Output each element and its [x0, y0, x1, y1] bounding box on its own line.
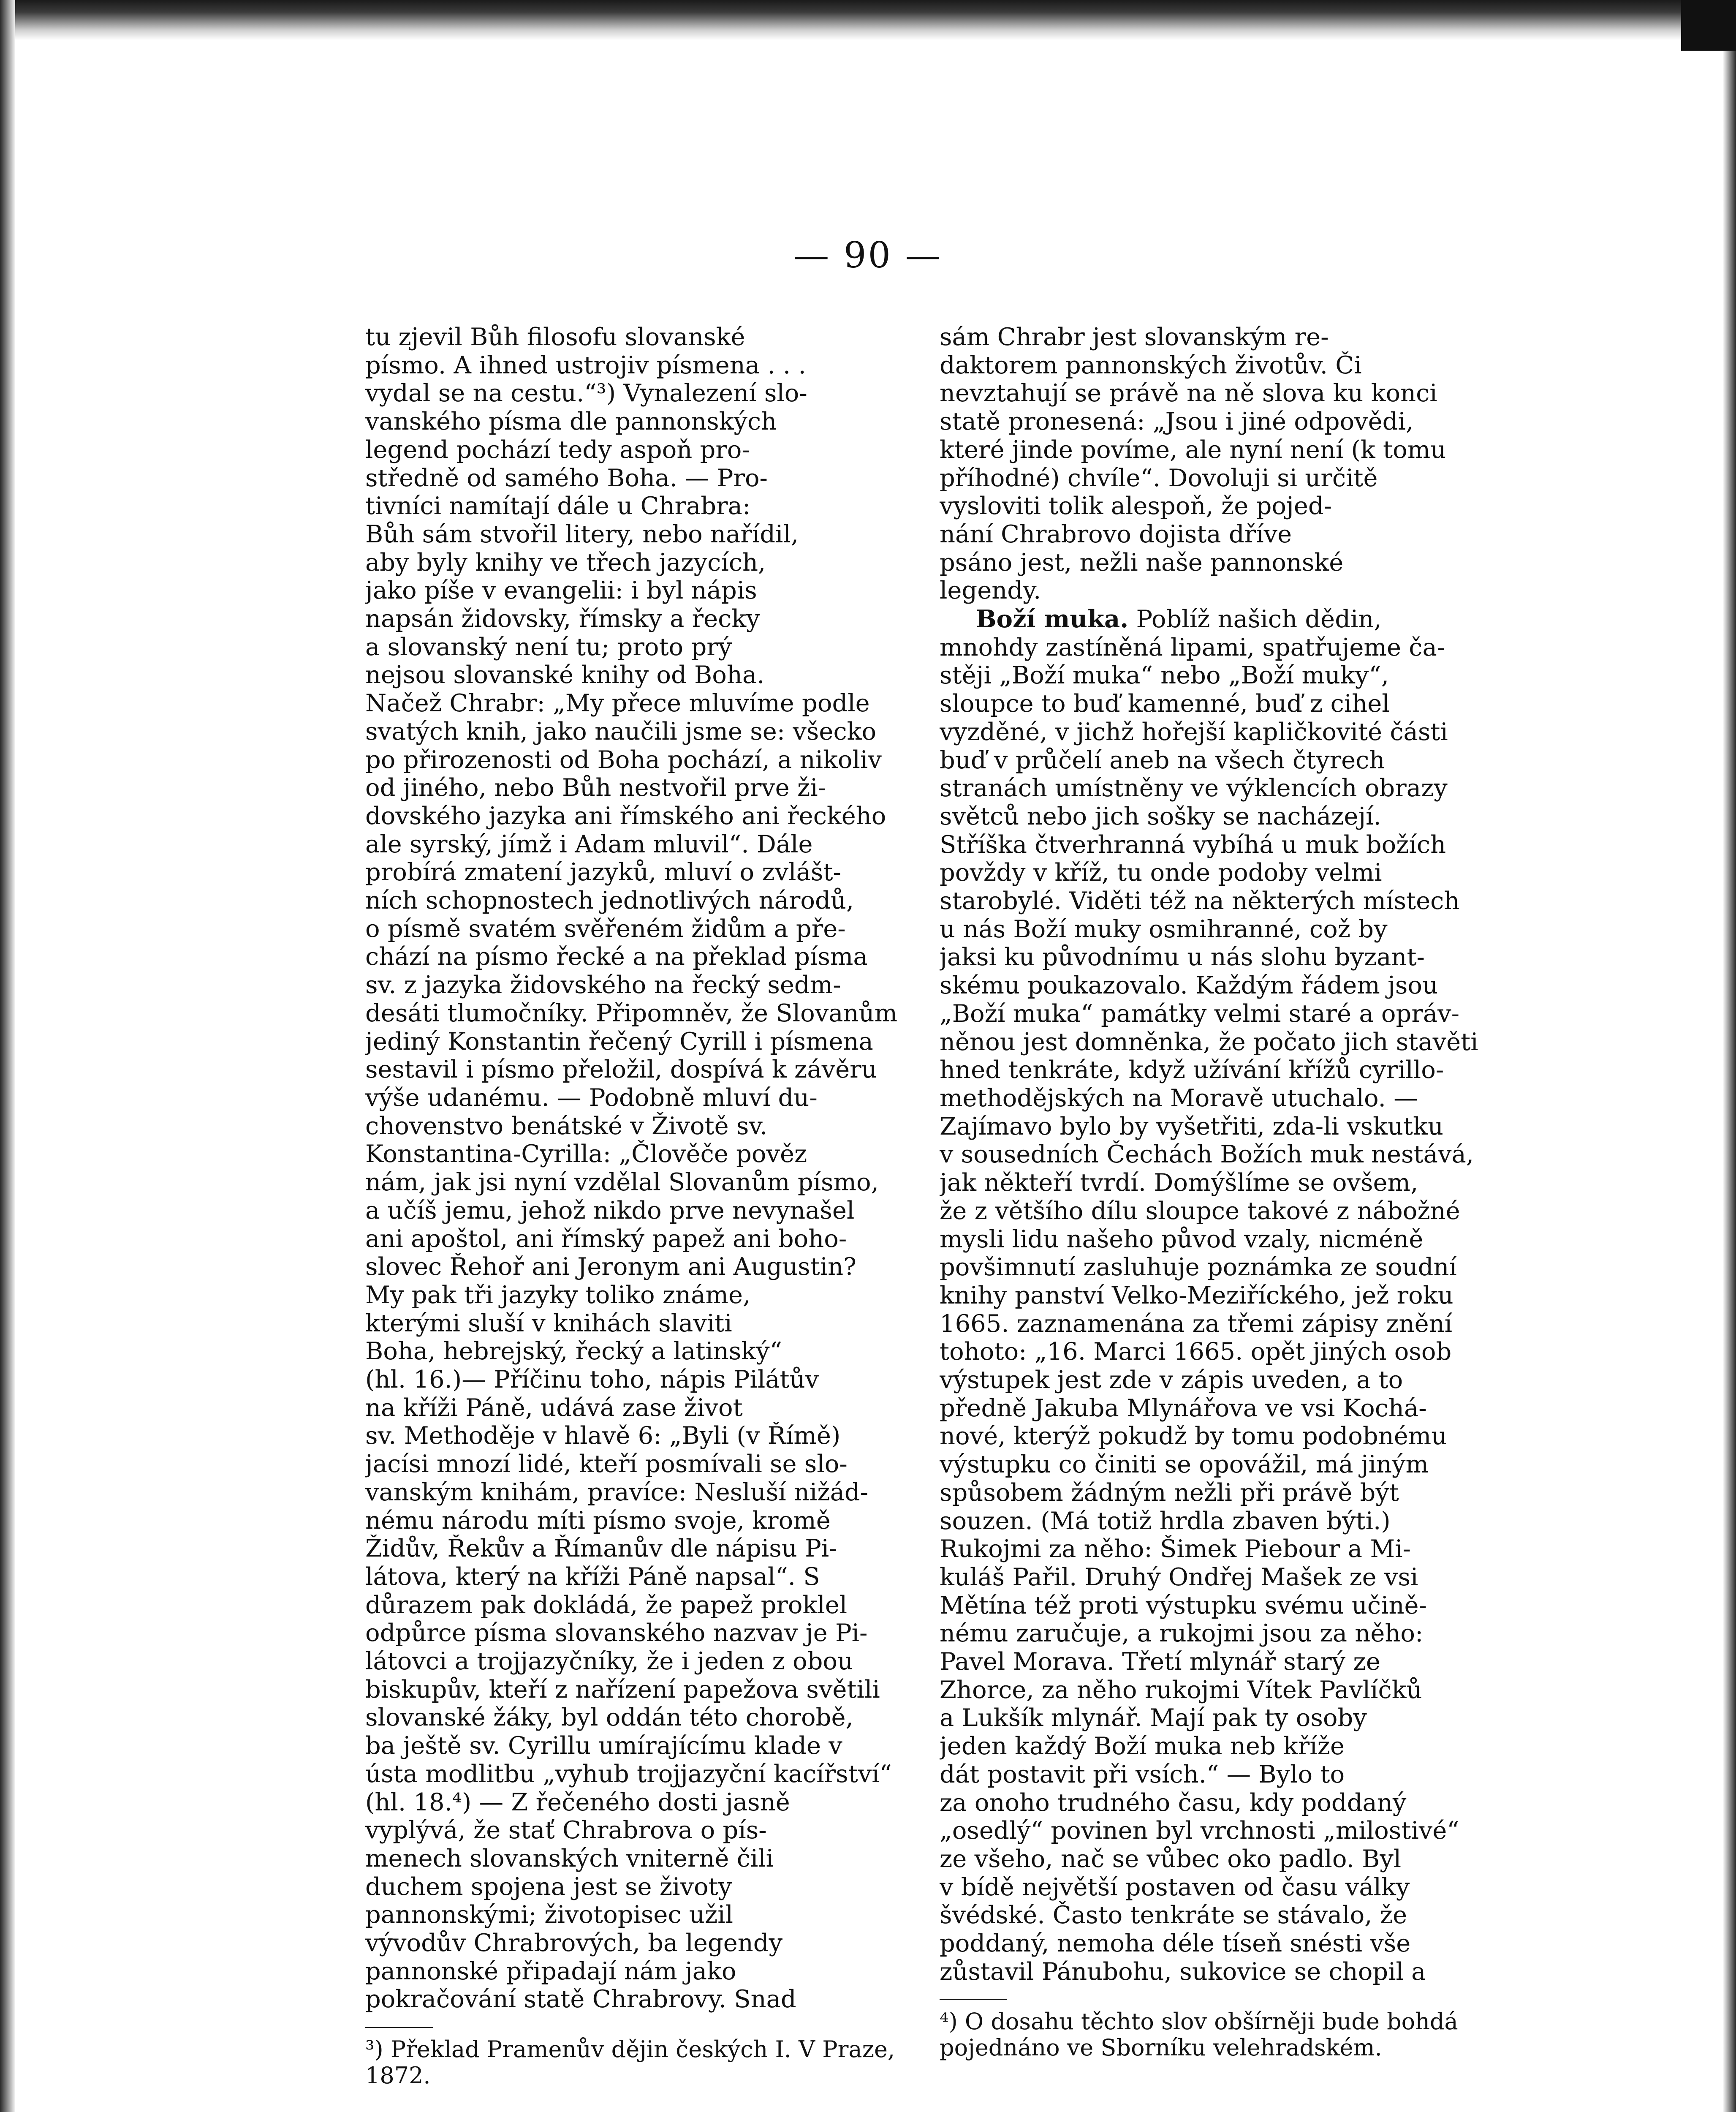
left-column-line: odpůrce písma slovanského nazvav je Pi-	[365, 1619, 868, 1647]
footnote-4: ⁴) O dosahu těchto slov obšírněji bude bohdá pojednáno ve Sborníku velehradském.	[940, 2008, 1458, 2061]
scan-left-edge	[0, 0, 15, 2112]
left-column-line: menech slovanských vniterně čili	[365, 1844, 774, 1872]
left-column-line: slovanské žáky, byl oddán této chorobě,	[365, 1704, 853, 1732]
footnote-rule-right	[940, 1999, 1007, 2000]
section-line: povždy v kříž, tu onde podoby velmi	[940, 859, 1382, 887]
section-line: v bídě největší postaven od času války	[940, 1873, 1410, 1901]
section-line: něnou jest domněnka, že počato jich stavěti	[940, 1028, 1478, 1056]
section-line: u nás Boží muky osmihranné, což by	[940, 915, 1388, 943]
section-line: Poblíž našich dědin,	[1136, 605, 1382, 634]
section-line: dát postavit při vsích.“ — Bylo to	[940, 1760, 1345, 1788]
left-column-line: svatých knih, jako naučili jsme se: všecko	[365, 717, 877, 746]
right-column	[940, 323, 1482, 2061]
right-column-line: daktorem pannonských životův. Či	[940, 351, 1362, 379]
section-line: knihy panství Velko-Meziříckého, jež roku	[940, 1281, 1453, 1309]
left-column-line: sv. z jazyka židovského na řecký sedm-	[365, 971, 841, 999]
left-column-line: sestavil i písmo přeložil, dospívá k závěru	[365, 1056, 877, 1084]
section-line: spůsobem žádným nežli při právě být	[940, 1478, 1399, 1507]
section-line: v sousedních Čechách Božích muk nestává,	[940, 1140, 1474, 1169]
left-column-line: ních schopnostech jednotlivých národů,	[365, 887, 854, 915]
section-line: „Boží muka“ památky velmi staré a opráv-	[940, 999, 1460, 1028]
section-text	[940, 634, 1482, 1986]
left-column-line: Boha, hebrejský, řecký a latinský“	[365, 1337, 782, 1366]
section-line: povšimnutí zasluhuje poznámka ze soudní	[940, 1253, 1457, 1282]
left-column-line: od jiného, nebo Bůh nestvořil prve ži-	[365, 774, 826, 802]
left-column-line: (hl. 16.)— Příčinu toho, nápis Pilátův	[365, 1366, 819, 1394]
section-line: Pavel Morava. Třetí mlynář starý ze	[940, 1648, 1380, 1676]
left-column-line: dovského jazyka ani římského ani řeckého	[365, 802, 886, 830]
section-line: starobylé. Viděti též na některých místech	[940, 887, 1460, 915]
section-line: švédské. Často tenkráte se stávalo, že	[940, 1901, 1407, 1930]
left-column-line: po přirozenosti od Boha pochází, a nikoliv	[365, 746, 882, 774]
left-column-line: jediný Konstantin řečený Cyrill i písmena	[365, 1027, 873, 1056]
left-column-line: na kříži Páně, udává zase život	[365, 1393, 743, 1422]
section-line: že z většího dílu sloupce takové z nábožné	[940, 1197, 1460, 1225]
section-line: Zhorce, za něho rukojmi Vítek Pavlíčků	[940, 1676, 1422, 1704]
section-line: nové, kterýž pokudž by tomu podobnému	[940, 1422, 1447, 1451]
section-line: poddaný, nemoha déle tíseň snésti vše	[940, 1930, 1411, 1958]
section-line: vyzděné, v jichž hořejší kapličkovité části	[940, 718, 1448, 746]
section-line: tohoto: „16. Marci 1665. opět jiných osob	[940, 1338, 1452, 1366]
section-line: předně Jakuba Mlynářova ve vsi Kochá-	[940, 1394, 1427, 1422]
right-column-line: příhodné) chvíle“. Dovoluji si určitě	[940, 464, 1378, 492]
footnote-3: ³) Překlad Pramenův dějin českých I. V Praze, 1872.	[365, 2036, 895, 2089]
section-line: methodějských na Moravě utuchalo. —	[940, 1084, 1418, 1112]
left-column-line: biskupův, kteří z nařízení papežova světili	[365, 1675, 880, 1704]
right-column-line: vysloviti tolik alespoň, že pojed-	[940, 492, 1332, 520]
left-column-line: Židův, Řekův a Římanův dle nápisu Pi-	[365, 1535, 837, 1563]
left-column-line: ale syrský, jímž i Adam mluvil“. Dále	[365, 830, 813, 858]
section-line: nému zaručuje, a rukojmi jsou za něho:	[940, 1619, 1424, 1648]
left-column-line: nejsou slovanské knihy od Boha.	[365, 661, 765, 689]
section-line: stranách umístněny ve výklencích obrazy	[940, 774, 1448, 803]
left-column-line: látova, který na kříži Páně napsal“. S	[365, 1562, 820, 1591]
left-column-line: pannonskými; životopisec užil	[365, 1901, 734, 1929]
section-line: jaksi ku původnímu u nás slohu byzant-	[940, 943, 1425, 972]
section-line: za onoho trudného času, kdy poddaný	[940, 1788, 1407, 1817]
section-line: 1665. zaznamenána za třemi zápisy znění	[940, 1309, 1453, 1338]
left-column-line: ba ještě sv. Cyrillu umírajícímu klade v	[365, 1732, 842, 1760]
section-line: Rukojmi za něho: Šimek Piebour a Mi-	[940, 1535, 1411, 1563]
section-line: ze všeho, nač se vůbec oko padlo. Byl	[940, 1845, 1402, 1873]
left-column-line: vanského písma dle pannonských	[365, 408, 777, 436]
left-column-line: kterými sluší v knihách slaviti	[365, 1309, 732, 1337]
left-column-line: a učíš jemu, jehož nikdo prve nevynašel	[365, 1196, 855, 1225]
left-column-line: legend pochází tedy aspoň pro-	[365, 435, 750, 464]
left-column-line: Načež Chrabr: „My přece mluvíme podle	[365, 689, 870, 718]
section-line: mnohdy zastíněná lipami, spatřujeme ča-	[940, 633, 1445, 661]
left-column-line: látovci a trojjazyčníky, že i jeden z obou	[365, 1647, 853, 1676]
left-column-line: chází na písmo řecké a na překlad písma	[365, 943, 868, 971]
left-column-line: a slovanský není tu; proto prý	[365, 633, 732, 661]
left-column-line: ústa modlitbu „vyhub trojjazyční kacířství“	[365, 1760, 892, 1788]
section-boži-muka	[940, 605, 1482, 634]
section-title: Boží muka.	[976, 604, 1129, 634]
right-column-line: nání Chrabrovo dojista dříve	[940, 520, 1292, 548]
scan-top-edge	[0, 0, 1736, 40]
right-column-line: které jinde povíme, ale nyní není (k tomu	[940, 435, 1446, 464]
left-column-line: tu zjevil Bůh filosofu slovanské	[365, 323, 745, 351]
scan-right-edge	[1723, 0, 1736, 2112]
scan-corner-shadow	[1681, 0, 1736, 51]
section-line: jak někteří tvrdí. Domýšlíme se ovšem,	[940, 1169, 1418, 1197]
right-column-line: statě pronesená: „Jsou i jiné odpovědi,	[940, 408, 1414, 436]
left-column-line: Bůh sám stvořil litery, nebo nařídil,	[365, 520, 799, 548]
left-column-line: (hl. 18.⁴) — Z řečeného dosti jasně	[365, 1788, 790, 1816]
left-column-line: aby byly knihy ve třech jazycích,	[365, 548, 766, 577]
right-column-line: nevztahují se právě na ně slova ku konci	[940, 379, 1437, 408]
left-column-line: pannonské připadají nám jako	[365, 1957, 736, 1985]
left-column-line: důrazem pak dokládá, že papež proklel	[365, 1591, 848, 1619]
section-line: jeden každý Boží muka neb kříže	[940, 1732, 1345, 1761]
left-column-line: jako píše v evangelii: i byl nápis	[365, 577, 757, 605]
section-line: souzen. (Má totiž hrdla zbaven býti.)	[940, 1507, 1391, 1535]
section-line: Mětína též proti výstupku svému učině-	[940, 1591, 1427, 1619]
section-line: skému poukazovalo. Každým řádem jsou	[940, 972, 1438, 1000]
page-number: — 90 —	[793, 234, 943, 276]
left-column-line: My pak tři jazyky toliko známe,	[365, 1281, 751, 1309]
left-column-line: vydal se na cestu.“³) Vynalezení slo-	[365, 379, 807, 408]
section-line: světců nebo jich sošky se nacházejí.	[940, 802, 1381, 830]
left-column-line: Konstantina-Cyrilla: „Člověče pověz	[365, 1140, 807, 1168]
left-column-text	[365, 323, 908, 2014]
left-column-line: o písmě svatém svěřeném židům a pře-	[365, 914, 846, 943]
right-column-line: sám Chrabr jest slovanským re-	[940, 323, 1329, 351]
section-line: „osedlý“ povinen byl vrchnosti „milostivé“	[940, 1817, 1459, 1845]
left-column-line: napsán židovsky, římsky a řecky	[365, 605, 760, 633]
left-column-line: chovenstvo benátské v Životě sv.	[365, 1112, 768, 1140]
left-column-line: vanským knihám, pravíce: Nesluší nižád-	[365, 1478, 869, 1506]
section-line: kuláš Pařil. Druhý Ondřej Mašek ze vsi	[940, 1563, 1418, 1591]
left-column-line: výše udanému. — Podobně mluví du-	[365, 1083, 818, 1112]
section-line: hned tenkráte, když užívání křížů cyrillo-	[940, 1056, 1444, 1084]
section-line: zůstavil Pánubohu, sukovice se chopil a	[940, 1957, 1426, 1986]
left-column-line: sv. Methoděje v hlavě 6: „Byli (v Římě)	[365, 1422, 841, 1450]
left-column-line: vývodův Chrabrových, ba legendy	[365, 1929, 783, 1957]
section-line: a Lukšík mlynář. Mají pak ty osoby	[940, 1704, 1367, 1732]
left-column-line: ani apoštol, ani římský papež ani boho-	[365, 1225, 847, 1253]
left-column-line: duchem spojena jest se životy	[365, 1872, 732, 1901]
left-column-line: jacísi mnozí lidé, kteří posmívali se slo-	[365, 1450, 848, 1478]
right-column-line: psáno jest, nežli naše pannonské	[940, 548, 1344, 577]
left-column-line: vyplývá, že stať Chrabrova o pís-	[365, 1816, 767, 1845]
section-line: výstupku co činiti se opovážil, má jiným	[940, 1451, 1429, 1479]
left-column-line: probírá zmatení jazyků, mluví o zvlášt-	[365, 858, 841, 887]
section-line: Zajímavo bylo by vyšetřiti, zda-li vskutku	[940, 1112, 1444, 1140]
left-column-line: nému národu míti písmo svoje, kromě	[365, 1506, 831, 1535]
left-column-line: tivníci namítají dále u Chrabra:	[365, 492, 751, 520]
section-line: stěji „Boží muka“ nebo „Boží muky“,	[940, 661, 1389, 690]
right-column-text	[940, 323, 1482, 605]
section-line: sloupce to buď kamenné, buď z cihel	[940, 690, 1390, 718]
left-column-line: desáti tlumočníky. Připomněv, že Slovanům	[365, 999, 898, 1027]
section-line: výstupek jest zde v zápis uveden, a to	[940, 1366, 1403, 1394]
left-column-line: slovec Řehoř ani Jeronym ani Augustin?	[365, 1253, 856, 1281]
left-column-line: středně od samého Boha. — Pro-	[365, 464, 768, 492]
section-line: buď v průčelí aneb na všech čtyrech	[940, 746, 1385, 774]
left-column-line: pokračování statě Chrabrovy. Snad	[365, 1985, 796, 2014]
left-column-line: písmo. A ihned ustrojiv písmena . . .	[365, 351, 806, 379]
left-column-line: nám, jak jsi nyní vzdělal Slovanům písmo,	[365, 1168, 879, 1197]
section-line: mysli lidu našeho původ vzaly, nicméně	[940, 1225, 1424, 1253]
section-line: Stříška čtverhranná vybíhá u muk božích	[940, 830, 1446, 859]
right-column-line: legendy.	[940, 577, 1041, 605]
footnote-rule-left	[365, 2027, 433, 2028]
left-column	[365, 323, 908, 2089]
